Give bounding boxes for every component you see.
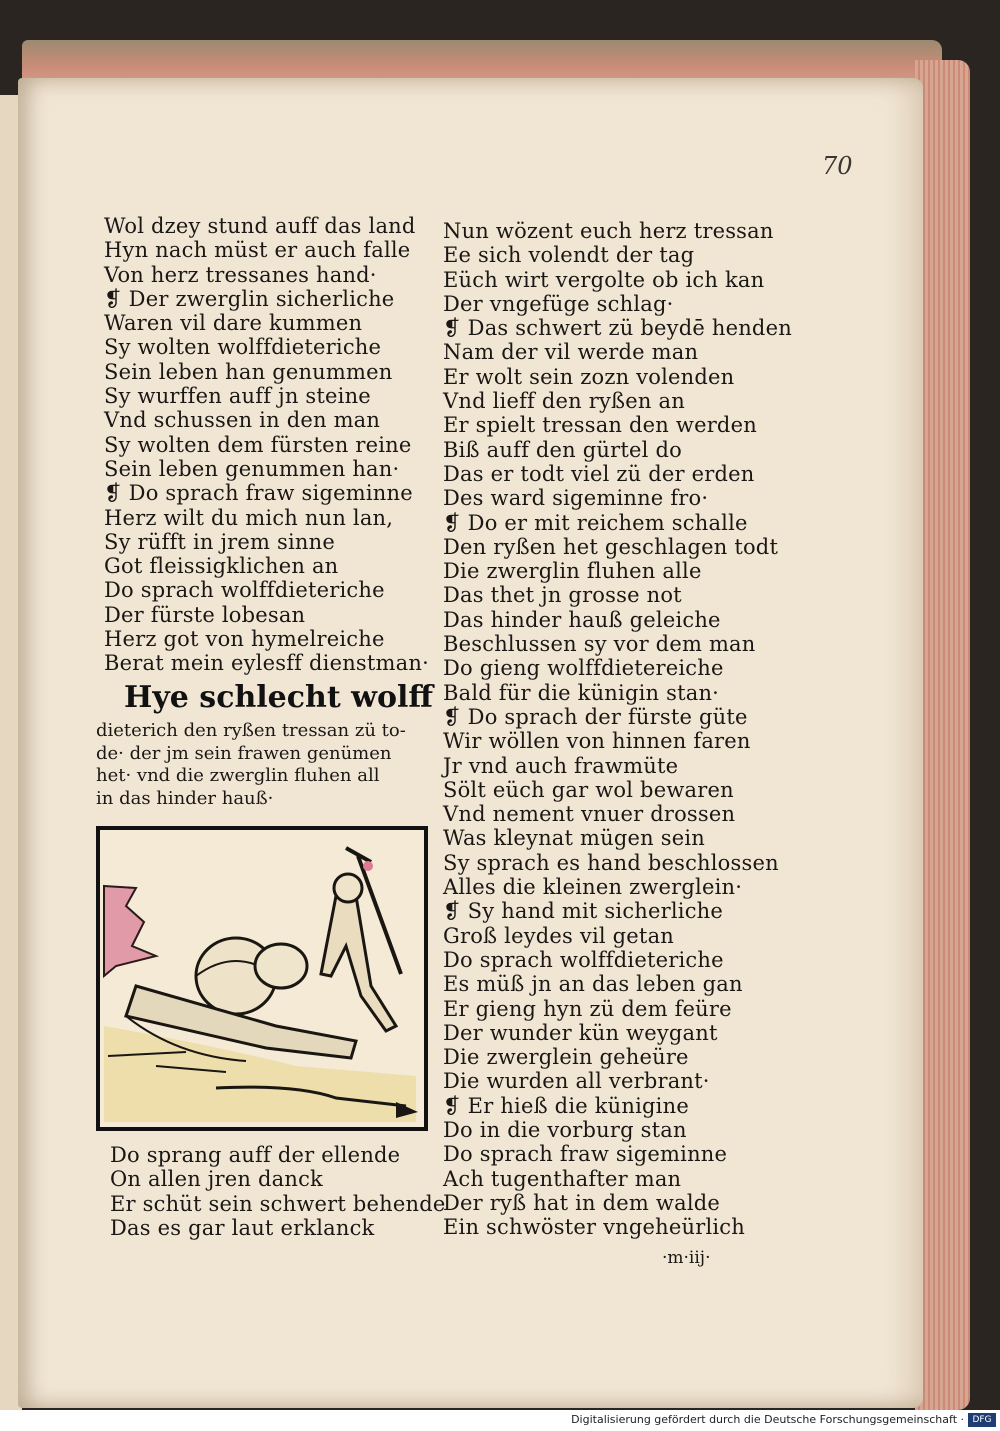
funding-credit: Digitalisierung gefördert durch die Deutsche Forschungsgemeinschaft · [571, 1413, 964, 1426]
verse-line: Waren vil dare kummen [104, 311, 363, 336]
verse-line: Jr vnd auch frawmüte [443, 753, 679, 778]
verse-line: Vnd lieff den ryßen an [443, 389, 685, 414]
verse-line: Ach tugenthafter man [443, 1166, 682, 1191]
verse-line: Biß auff den gürtel do [443, 437, 682, 462]
verse-line: Den ryßen het geschlagen todt [443, 534, 779, 559]
verse-line: Das thet jn grosse not [443, 583, 682, 608]
verse-line: Berat mein eylesff dienstman· [104, 651, 429, 676]
verse-line: Er schüt sein schwert behende [110, 1191, 446, 1216]
book-fore-edge [915, 60, 970, 1410]
summary-line: in das hinder hauß· [96, 787, 274, 809]
verse-line: Do sprach wolffdieteriche [104, 578, 385, 603]
verse-line: Groß leydes vil getan [443, 923, 675, 948]
verse-line: Do gieng wolffdietereiche [443, 656, 724, 681]
verse-line: Sy sprach es hand beschlossen [443, 850, 779, 875]
text-column-left-lower [110, 1143, 446, 1240]
summary-line: dieterich den ryßen tressan zü to- [96, 720, 406, 741]
verse-line: ❡ Er hieß die künigine [443, 1093, 689, 1118]
text-column-left [104, 214, 429, 676]
verse-line: Eüch wirt vergolte ob ich kan [443, 267, 765, 292]
verse-line: Vnd schussen in den man [104, 408, 381, 433]
verse-line: Die zwerglin fluhen alle [443, 559, 702, 584]
verse-line: Die wurden all verbrant· [443, 1069, 710, 1094]
verse-line: Beschlussen sy vor dem man [443, 632, 756, 657]
verse-line: Der fürste lobesan [104, 602, 306, 627]
verse-line: Bald für die künigin stan· [443, 680, 720, 705]
verse-line: Sein leben han genummen [104, 359, 393, 384]
verse-line: Das hinder hauß geleiche [443, 607, 721, 632]
verse-line: Do sprach fraw sigeminne [443, 1142, 728, 1167]
section-heading: Hye schlecht wolff [124, 680, 433, 715]
verse-line: Der vngefüge schlag· [443, 291, 674, 316]
verse-line: Von herz tressanes hand· [104, 262, 377, 287]
verse-line: ❡ Do sprach der fürste güte [443, 704, 748, 729]
verse-line: Die zwerglein geheüre [443, 1045, 689, 1070]
woodcut-illustration [96, 826, 428, 1131]
footer-bar [0, 1410, 1000, 1431]
verse-line: ❡ Der zwerglin sicherliche [104, 286, 395, 311]
verse-line: Der ryß hat in dem walde [443, 1190, 721, 1215]
verse-line: Wol dzey stund auff das land [104, 214, 416, 238]
verse-line: ❡ Das schwert zü beydē henden [443, 316, 792, 341]
verse-line: Vnd nement vnuer drossen [443, 802, 736, 827]
verse-line: Er spielt tressan den werden [443, 413, 757, 438]
section-summary [96, 720, 406, 810]
verse-line: Es müß jn an das leben gan [443, 972, 743, 997]
folio-number: 70 [822, 152, 853, 180]
verse-line: Er wolt sein zozn volenden [443, 364, 735, 389]
verse-line: Alles die kleinen zwerglein· [443, 875, 743, 900]
dfg-logo: DFG [968, 1413, 996, 1427]
verse-line: Sy wolten wolffdieteriche [104, 335, 382, 360]
verse-line: Herz wilt du mich nun lan, [104, 505, 394, 530]
verse-line: Hyn nach müst er auch falle [104, 238, 411, 263]
verse-line: Ee sich volendt der tag [443, 243, 695, 268]
summary-line: de· der jm sein frawen genümen [96, 742, 392, 764]
verse-line: Do sprang auff der ellende [110, 1143, 401, 1167]
verse-line: Do in die vorburg stan [443, 1117, 687, 1142]
verse-line: Nam der vil werde man [443, 340, 699, 365]
verse-line: ❡ Sy hand mit sicherliche [443, 899, 724, 924]
verse-line: Sy wurffen auff jn steine [104, 384, 371, 409]
verse-line: Das er todt viel zü der erden [443, 461, 755, 486]
verse-line: Herz got von hymelreiche [104, 627, 385, 652]
verse-line: Des ward sigeminne fro· [443, 486, 709, 511]
verse-line: Was kleynat mügen sein [443, 826, 705, 851]
verse-line: Sy rüfft in jrem sinne [104, 529, 336, 554]
verse-line: Nun wözent euch herz tressan [443, 219, 774, 243]
verse-line: Got fleissigklichen an [104, 554, 339, 579]
signature-mark: ·m·iij· [662, 1248, 711, 1268]
verse-line: Der wunder kün weygant [443, 1020, 718, 1045]
text-column-right [443, 219, 792, 1239]
verse-line: On allen jren danck [110, 1167, 323, 1192]
summary-line: het· vnd die zwerglin fluhen all [96, 765, 380, 786]
verse-line: Er gieng hyn zü dem feüre [443, 996, 732, 1021]
verse-line: Sy wolten dem fürsten reine [104, 432, 412, 457]
verse-line: Das es gar laut erklanck [110, 1215, 375, 1240]
verse-line: Do sprach wolffdieteriche [443, 947, 724, 972]
verse-line: Wir wöllen von hinnen faren [443, 729, 751, 754]
verse-line: Ein schwöster vngeheürlich [443, 1215, 745, 1240]
verse-line: ❡ Do sprach fraw sigeminne [104, 481, 413, 506]
verse-line: Sein leben genummen han· [104, 456, 400, 481]
verse-line: ❡ Do er mit reichem schalle [443, 510, 748, 535]
verse-line: Sölt eüch gar wol bewaren [443, 777, 734, 802]
